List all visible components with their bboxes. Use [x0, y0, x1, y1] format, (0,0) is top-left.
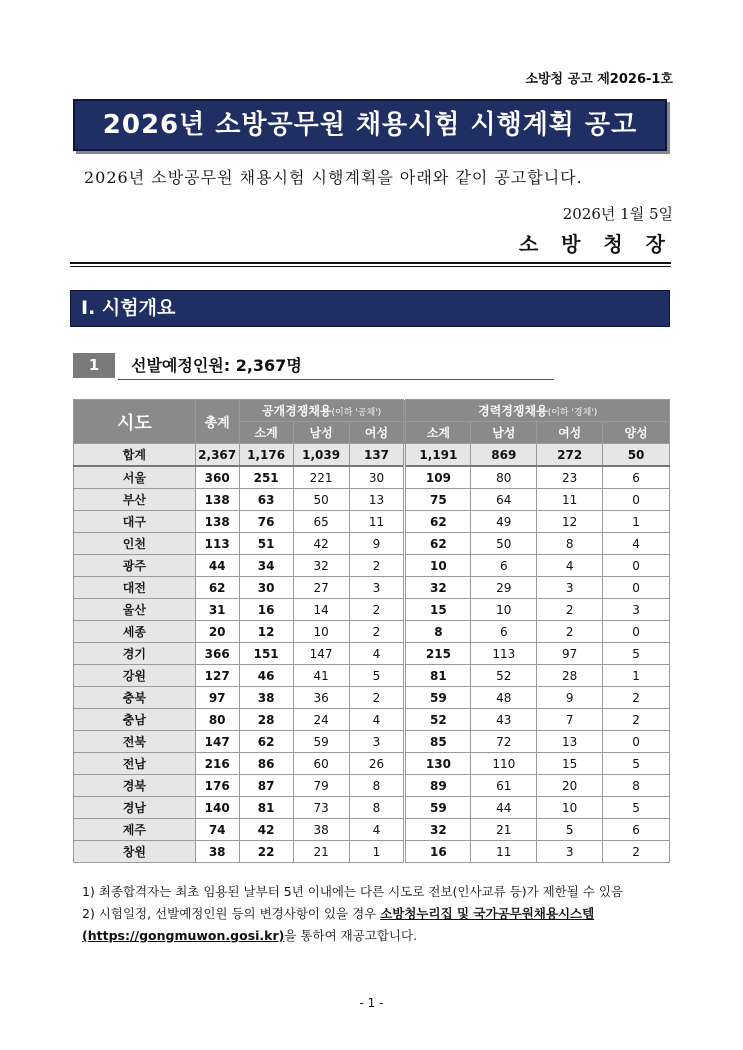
value-cell: 3: [603, 599, 670, 621]
value-cell: 5: [603, 643, 670, 665]
table-row: [74, 466, 670, 489]
table-row: [74, 533, 670, 555]
value-cell: 12: [239, 621, 293, 643]
value-cell: 4: [349, 709, 405, 731]
value-cell: 151: [239, 643, 293, 665]
value-cell: 85: [405, 731, 471, 753]
table-row-total: [74, 444, 670, 467]
col-group-open: 공개경쟁채용(이하 '공채'): [239, 400, 405, 422]
divider-thin: [70, 266, 671, 267]
value-cell: 0: [603, 489, 670, 511]
value-cell: 1,039: [293, 444, 349, 467]
value-cell: 13: [349, 489, 405, 511]
value-cell: 3: [349, 577, 405, 599]
subsection-underline: [118, 379, 554, 380]
value-cell: 36: [293, 687, 349, 709]
value-cell: 13: [537, 731, 603, 753]
value-cell: 216: [195, 753, 239, 775]
value-cell: 48: [471, 687, 537, 709]
value-cell: 2: [349, 599, 405, 621]
value-cell: 59: [293, 731, 349, 753]
intro-text: 2026년 소방공무원 채용시험 시행계획을 아래와 같이 공고합니다.: [84, 168, 583, 187]
value-cell: 138: [195, 489, 239, 511]
table-row: [74, 489, 670, 511]
value-cell: 215: [405, 643, 471, 665]
value-cell: 127: [195, 665, 239, 687]
value-cell: 49: [471, 511, 537, 533]
value-cell: 31: [195, 599, 239, 621]
value-cell: 86: [239, 753, 293, 775]
value-cell: 2: [603, 709, 670, 731]
col-open-female: 여성: [349, 422, 405, 444]
page-title: 2026년 소방공무원 채용시험 시행계획 공고: [73, 99, 667, 151]
value-cell: 89: [405, 775, 471, 797]
value-cell: 32: [405, 819, 471, 841]
value-cell: 8: [349, 775, 405, 797]
value-cell: 109: [405, 466, 471, 489]
value-cell: 5: [603, 797, 670, 819]
region-cell: 충남: [74, 709, 196, 731]
value-cell: 1: [349, 841, 405, 863]
value-cell: 28: [239, 709, 293, 731]
value-cell: 27: [293, 577, 349, 599]
value-cell: 8: [537, 533, 603, 555]
value-cell: 28: [537, 665, 603, 687]
site-url-link[interactable]: (https://gongmuwon.gosi.kr): [82, 928, 285, 943]
table-row: [74, 665, 670, 687]
value-cell: 34: [239, 555, 293, 577]
value-cell: 15: [537, 753, 603, 775]
value-cell: 1,191: [405, 444, 471, 467]
value-cell: 52: [405, 709, 471, 731]
col-career-male: 남성: [471, 422, 537, 444]
value-cell: 59: [405, 687, 471, 709]
region-cell: 제주: [74, 819, 196, 841]
page-number: - 1 -: [359, 996, 384, 1010]
col-career-subtotal: 소계: [405, 422, 471, 444]
value-cell: 65: [293, 511, 349, 533]
col-open-male: 남성: [293, 422, 349, 444]
value-cell: 2,367: [195, 444, 239, 467]
value-cell: 24: [293, 709, 349, 731]
value-cell: 63: [239, 489, 293, 511]
value-cell: 366: [195, 643, 239, 665]
footnote-1: 1) 최종합격자는 최초 임용된 날부터 5년 이내에는 다른 시도로 전보(인사교류 등)가 제한될 수 있음: [82, 884, 624, 899]
table-row: [74, 841, 670, 863]
region-cell: 경북: [74, 775, 196, 797]
region-cell: 창원: [74, 841, 196, 863]
value-cell: 76: [239, 511, 293, 533]
value-cell: 74: [195, 819, 239, 841]
value-cell: 41: [293, 665, 349, 687]
table-row: [74, 819, 670, 841]
value-cell: 22: [239, 841, 293, 863]
value-cell: 10: [405, 555, 471, 577]
col-career-female: 여성: [537, 422, 603, 444]
value-cell: 20: [537, 775, 603, 797]
value-cell: 176: [195, 775, 239, 797]
subsection-number: 1: [73, 353, 115, 378]
value-cell: 30: [239, 577, 293, 599]
recruitment-table: [73, 399, 670, 863]
footnote-2: 2) 시험일정, 선발예정인원 등의 변경사항이 있을 경우 소방청누리집 및 국가공무원채용시스템 (https://gongmuwon.gosi.kr)을 통하여 재공고합니다.: [82, 906, 595, 943]
value-cell: 38: [239, 687, 293, 709]
value-cell: 61: [471, 775, 537, 797]
value-cell: 60: [293, 753, 349, 775]
value-cell: 75: [405, 489, 471, 511]
value-cell: 2: [603, 687, 670, 709]
value-cell: 2: [537, 599, 603, 621]
value-cell: 50: [293, 489, 349, 511]
value-cell: 147: [293, 643, 349, 665]
table-row: [74, 687, 670, 709]
value-cell: 62: [239, 731, 293, 753]
value-cell: 9: [349, 533, 405, 555]
value-cell: 3: [537, 841, 603, 863]
value-cell: 50: [603, 444, 670, 467]
region-cell: 서울: [74, 466, 196, 489]
value-cell: 20: [195, 621, 239, 643]
value-cell: 44: [195, 555, 239, 577]
value-cell: 1: [603, 665, 670, 687]
value-cell: 15: [405, 599, 471, 621]
region-cell: 전남: [74, 753, 196, 775]
value-cell: 113: [471, 643, 537, 665]
value-cell: 42: [293, 533, 349, 555]
region-cell: 합계: [74, 444, 196, 467]
value-cell: 130: [405, 753, 471, 775]
table-row: [74, 775, 670, 797]
site-link[interactable]: 소방청누리집 및 국가공무원채용시스템: [380, 906, 595, 921]
col-group-career: 경력경쟁채용(이하 '경채'): [405, 400, 670, 422]
value-cell: 2: [603, 841, 670, 863]
value-cell: 38: [293, 819, 349, 841]
value-cell: 42: [239, 819, 293, 841]
table-row: [74, 599, 670, 621]
col-region: 시도: [74, 400, 196, 444]
table-row: [74, 577, 670, 599]
value-cell: 113: [195, 533, 239, 555]
value-cell: 21: [293, 841, 349, 863]
value-cell: 0: [603, 621, 670, 643]
value-cell: 97: [537, 643, 603, 665]
value-cell: 1: [603, 511, 670, 533]
region-cell: 대전: [74, 577, 196, 599]
col-career-either: 양성: [603, 422, 670, 444]
value-cell: 4: [603, 533, 670, 555]
value-cell: 64: [471, 489, 537, 511]
value-cell: 62: [405, 533, 471, 555]
value-cell: 147: [195, 731, 239, 753]
value-cell: 97: [195, 687, 239, 709]
value-cell: 62: [195, 577, 239, 599]
value-cell: 110: [471, 753, 537, 775]
value-cell: 10: [471, 599, 537, 621]
region-cell: 광주: [74, 555, 196, 577]
value-cell: 26: [349, 753, 405, 775]
value-cell: 0: [603, 555, 670, 577]
value-cell: 0: [603, 731, 670, 753]
value-cell: 62: [405, 511, 471, 533]
value-cell: 44: [471, 797, 537, 819]
divider-thick: [70, 262, 671, 264]
value-cell: 4: [537, 555, 603, 577]
value-cell: 6: [471, 621, 537, 643]
value-cell: 138: [195, 511, 239, 533]
value-cell: 32: [405, 577, 471, 599]
value-cell: 16: [239, 599, 293, 621]
announcement-date: 2026년 1월 5일: [562, 205, 673, 223]
value-cell: 1,176: [239, 444, 293, 467]
value-cell: 7: [537, 709, 603, 731]
value-cell: 140: [195, 797, 239, 819]
col-open-subtotal: 소계: [239, 422, 293, 444]
value-cell: 79: [293, 775, 349, 797]
value-cell: 2: [349, 687, 405, 709]
value-cell: 137: [349, 444, 405, 467]
value-cell: 9: [537, 687, 603, 709]
value-cell: 5: [603, 753, 670, 775]
value-cell: 10: [293, 621, 349, 643]
value-cell: 0: [603, 577, 670, 599]
footnotes: [82, 881, 682, 947]
value-cell: 8: [603, 775, 670, 797]
value-cell: 6: [603, 466, 670, 489]
value-cell: 8: [349, 797, 405, 819]
value-cell: 12: [537, 511, 603, 533]
table-row: [74, 511, 670, 533]
value-cell: 14: [293, 599, 349, 621]
region-cell: 대구: [74, 511, 196, 533]
region-cell: 울산: [74, 599, 196, 621]
table-row: [74, 555, 670, 577]
value-cell: 272: [537, 444, 603, 467]
value-cell: 72: [471, 731, 537, 753]
value-cell: 11: [537, 489, 603, 511]
region-cell: 인천: [74, 533, 196, 555]
value-cell: 5: [349, 665, 405, 687]
value-cell: 16: [405, 841, 471, 863]
value-cell: 2: [537, 621, 603, 643]
table-row: [74, 731, 670, 753]
value-cell: 11: [349, 511, 405, 533]
value-cell: 59: [405, 797, 471, 819]
value-cell: 32: [293, 555, 349, 577]
value-cell: 29: [471, 577, 537, 599]
value-cell: 30: [349, 466, 405, 489]
table-row: [74, 709, 670, 731]
value-cell: 87: [239, 775, 293, 797]
value-cell: 80: [471, 466, 537, 489]
table-row: [74, 797, 670, 819]
notice-number: 소방청 공고 제2026-1호: [525, 72, 673, 87]
value-cell: 11: [471, 841, 537, 863]
region-cell: 부산: [74, 489, 196, 511]
value-cell: 23: [537, 466, 603, 489]
col-total: 총계: [195, 400, 239, 444]
value-cell: 43: [471, 709, 537, 731]
value-cell: 21: [471, 819, 537, 841]
region-cell: 전북: [74, 731, 196, 753]
issuer-name: 소 방 청 장: [518, 232, 673, 256]
value-cell: 50: [471, 533, 537, 555]
value-cell: 52: [471, 665, 537, 687]
value-cell: 81: [405, 665, 471, 687]
region-cell: 충북: [74, 687, 196, 709]
value-cell: 6: [471, 555, 537, 577]
value-cell: 3: [349, 731, 405, 753]
value-cell: 360: [195, 466, 239, 489]
value-cell: 251: [239, 466, 293, 489]
value-cell: 221: [293, 466, 349, 489]
value-cell: 80: [195, 709, 239, 731]
subsection-title: 선발예정인원: 2,367명: [131, 356, 302, 375]
section-heading: Ⅰ. 시험개요: [70, 290, 670, 327]
table-row: [74, 753, 670, 775]
region-cell: 강원: [74, 665, 196, 687]
value-cell: 51: [239, 533, 293, 555]
value-cell: 38: [195, 841, 239, 863]
value-cell: 81: [239, 797, 293, 819]
table-row: [74, 643, 670, 665]
value-cell: 73: [293, 797, 349, 819]
region-cell: 경기: [74, 643, 196, 665]
value-cell: 5: [537, 819, 603, 841]
value-cell: 4: [349, 819, 405, 841]
value-cell: 8: [405, 621, 471, 643]
value-cell: 46: [239, 665, 293, 687]
value-cell: 2: [349, 555, 405, 577]
region-cell: 세종: [74, 621, 196, 643]
region-cell: 경남: [74, 797, 196, 819]
value-cell: 6: [603, 819, 670, 841]
value-cell: 4: [349, 643, 405, 665]
table-row: [74, 621, 670, 643]
value-cell: 10: [537, 797, 603, 819]
value-cell: 2: [349, 621, 405, 643]
value-cell: 3: [537, 577, 603, 599]
value-cell: 869: [471, 444, 537, 467]
